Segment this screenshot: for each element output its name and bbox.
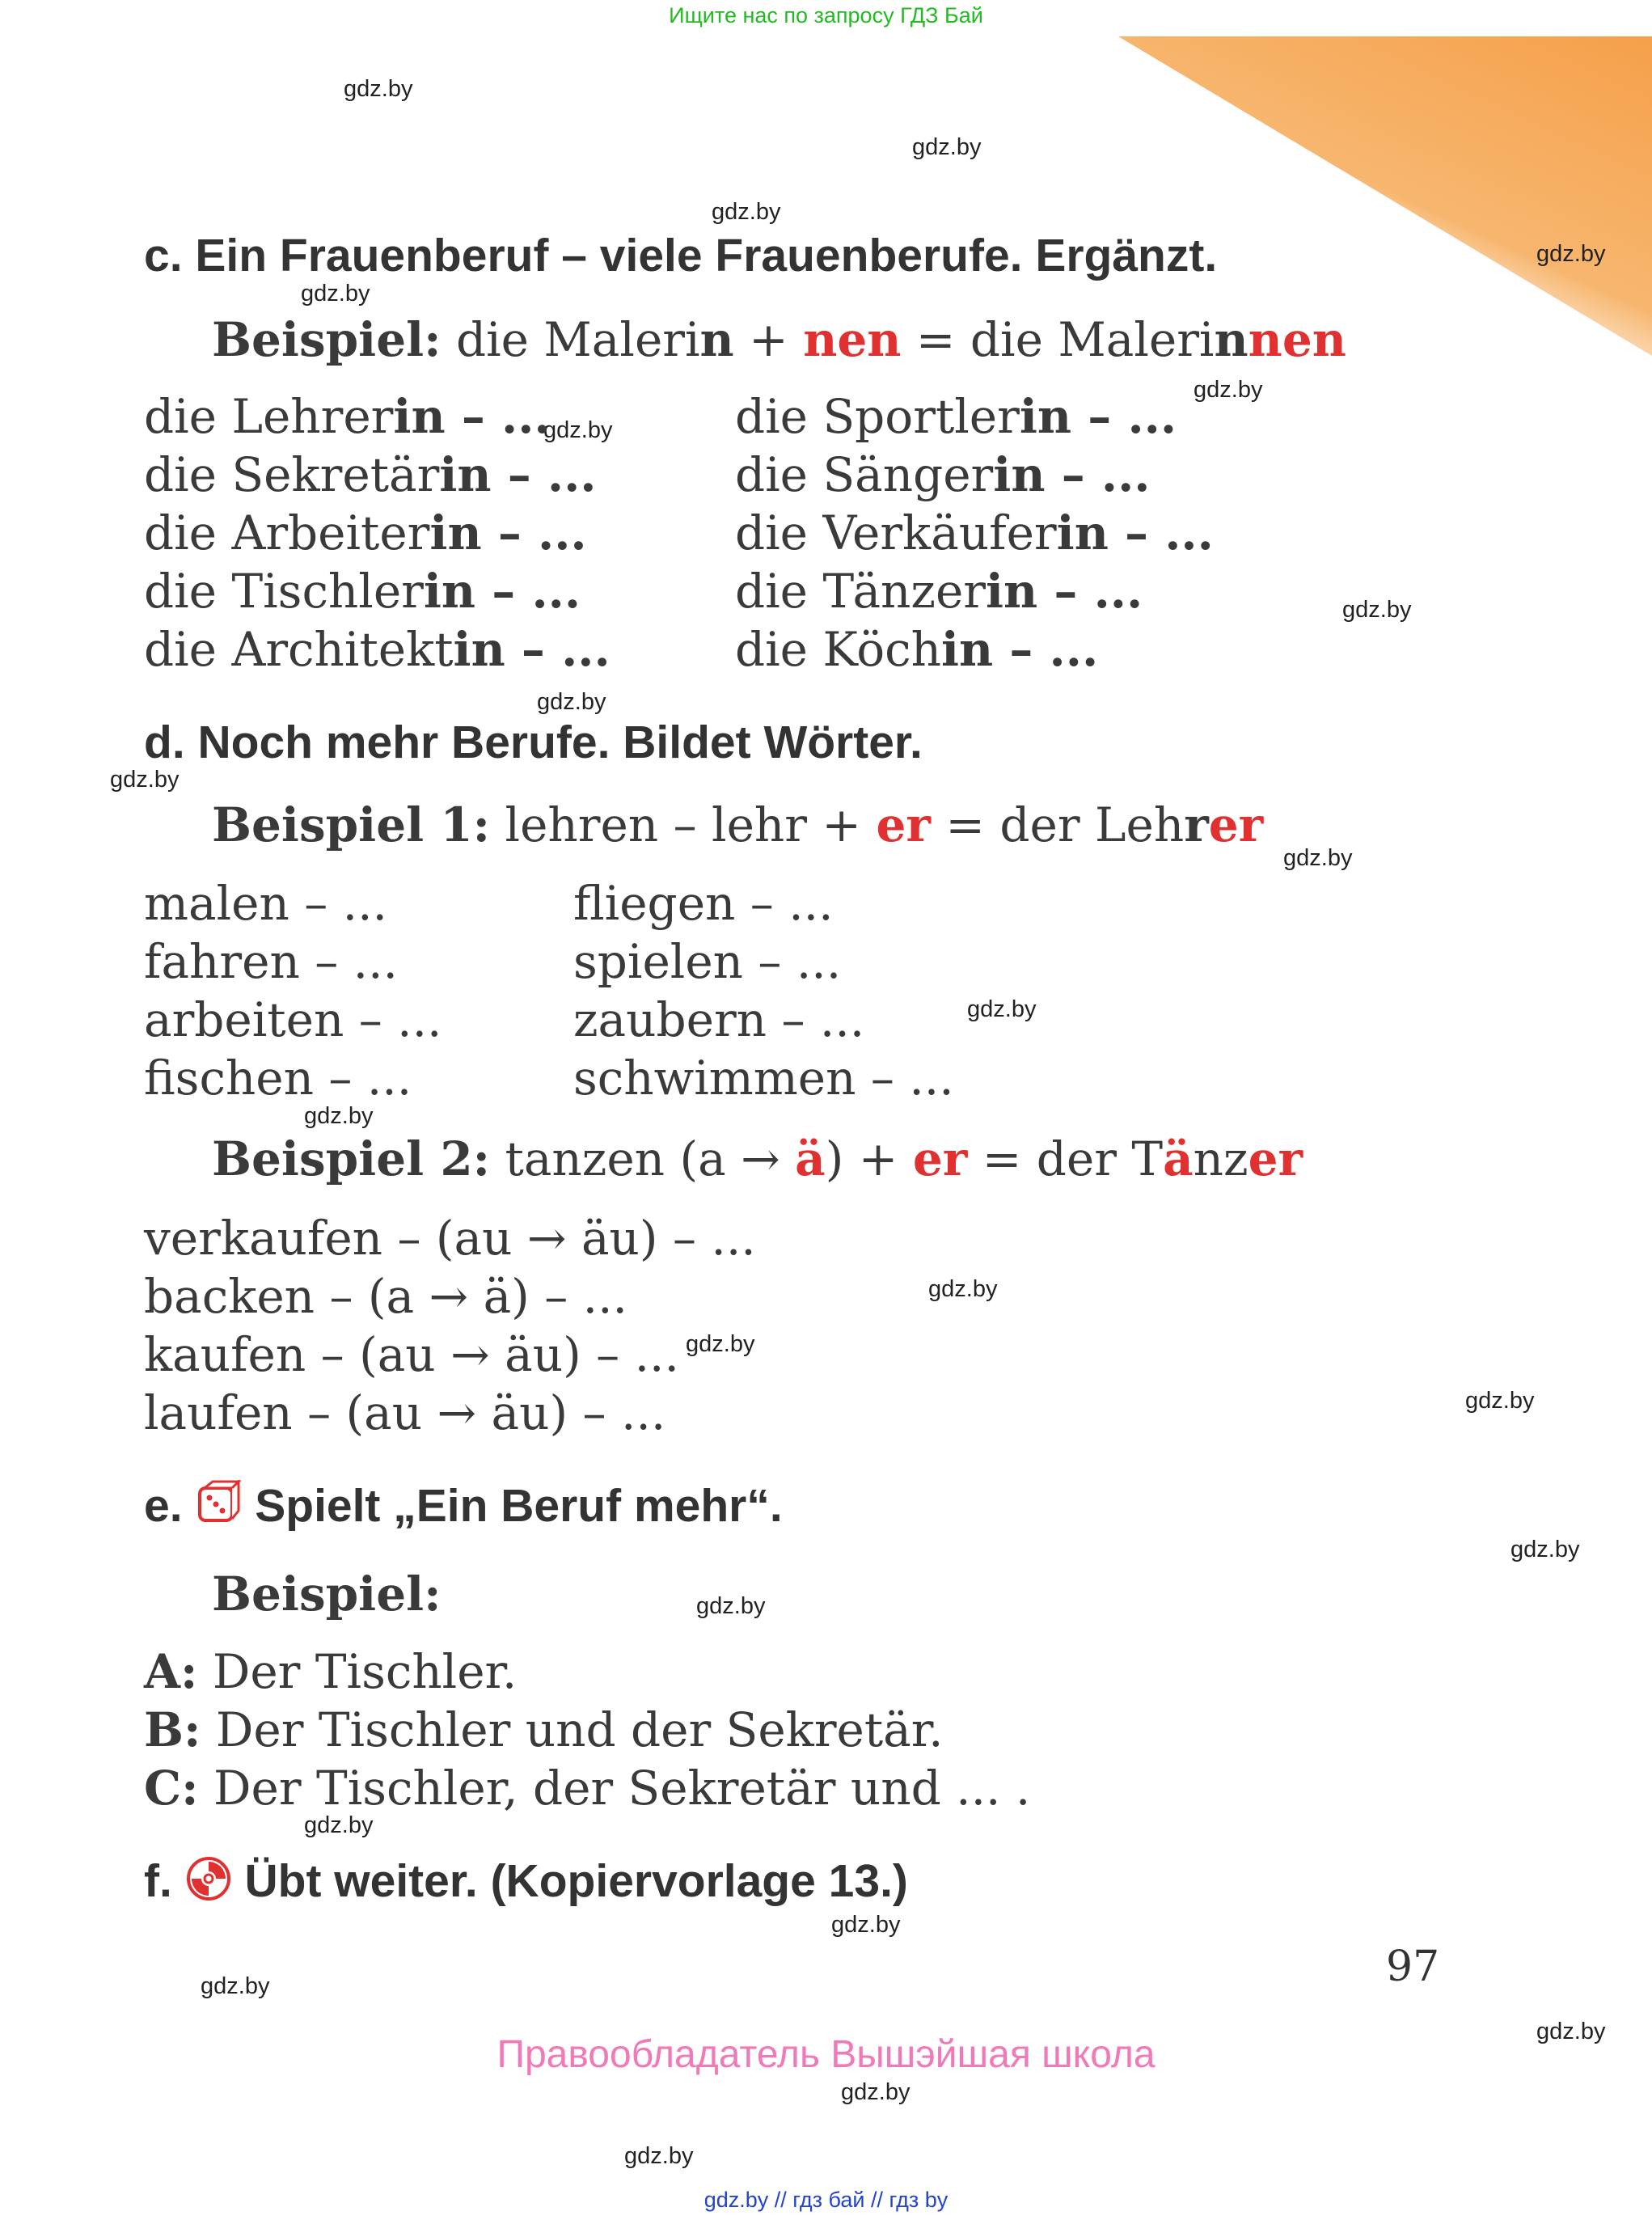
section-e-example-label: Beispiel: xyxy=(212,1567,442,1621)
watermark: gdz.by xyxy=(304,1103,374,1129)
dialog-line: B: Der Tischler und der Sekretär. xyxy=(144,1702,944,1757)
section-c-example: Beispiel: die Malerin + nen = die Malerinnen xyxy=(212,312,1346,367)
watermark: gdz.by xyxy=(831,1912,901,1938)
dialog-line: C: Der Tischler, der Sekretär und ... . xyxy=(144,1761,1031,1816)
watermark: gdz.by xyxy=(537,689,606,715)
watermark: gdz.by xyxy=(1510,1537,1580,1562)
orange-corner-decoration xyxy=(1086,0,1652,356)
watermark: gdz.by xyxy=(344,76,413,102)
list-item: arbeiten – ... xyxy=(144,992,442,1047)
dialog-line: A: Der Tischler. xyxy=(144,1644,518,1699)
list-item: die Architektin – ... xyxy=(144,622,611,677)
list-item: die Sportlerin – ... xyxy=(735,389,1177,444)
watermark: gdz.by xyxy=(928,1276,998,1302)
list-item: die Verkäuferin – ... xyxy=(735,505,1214,560)
watermark: gdz.by xyxy=(696,1593,766,1619)
list-item: fliegen – ... xyxy=(573,876,834,931)
watermark: gdz.by xyxy=(1342,597,1412,623)
watermark: gdz.by xyxy=(624,2143,694,2169)
watermark: gdz.by xyxy=(1536,241,1606,267)
list-item: die Arbeiterin – ... xyxy=(144,505,587,560)
list-item: spielen – ... xyxy=(573,934,842,989)
watermark: gdz.by xyxy=(686,1331,755,1357)
watermark: gdz.by xyxy=(301,281,370,307)
watermark: gdz.by xyxy=(912,134,982,160)
copyright-holder: Правообладатель Вышэйшая школа xyxy=(496,2033,1156,2076)
list-item: fischen – ... xyxy=(144,1051,412,1106)
watermark: gdz.by xyxy=(712,199,781,225)
list-item: die Sekretärin – ... xyxy=(144,447,597,502)
watermark: gdz.by xyxy=(1283,845,1353,871)
watermark: gdz.by xyxy=(1536,2019,1606,2044)
list-item: die Tischlerin – ... xyxy=(144,564,581,619)
section-d-example-1: Beispiel 1: lehren – lehr + er = der Lehrer xyxy=(212,797,1264,852)
watermark: gdz.by xyxy=(841,2079,911,2105)
section-d-example-2: Beispiel 2: tanzen (a → ä) + er = der Tänzer xyxy=(212,1131,1303,1186)
dice-icon xyxy=(195,1480,242,1538)
list-item: zaubern – ... xyxy=(573,992,865,1047)
section-e-title: e. Spielt „Ein Beruf mehr“. xyxy=(144,1479,783,1538)
page-number: 97 xyxy=(1386,1943,1440,1991)
list-item: laufen – (au → äu) – ... xyxy=(144,1385,666,1440)
list-item: die Lehrerin – ... xyxy=(144,389,551,444)
watermark: gdz.by xyxy=(543,417,613,443)
watermark: gdz.by xyxy=(1465,1388,1535,1414)
list-item: schwimmen – ... xyxy=(573,1051,954,1106)
list-item: die Sängerin – ... xyxy=(735,447,1151,502)
list-item: verkaufen – (au → äu) – ... xyxy=(144,1211,756,1266)
top-search-link[interactable]: Ищите нас по запросу ГДЗ Бай xyxy=(669,3,983,27)
watermark: gdz.by xyxy=(201,1973,270,1999)
section-f-title: f. Übt weiter. (Kopiervorlage 13.) xyxy=(144,1854,908,1913)
watermark: gdz.by xyxy=(967,996,1037,1022)
list-item: backen – (a → ä) – ... xyxy=(144,1269,627,1324)
watermark: gdz.by xyxy=(110,767,180,793)
section-d-title: d. Noch mehr Berufe. Bildet Wörter. xyxy=(144,717,923,768)
section-c-title: c. Ein Frauenberuf – viele Frauenberufe. Ergänzt. xyxy=(144,230,1218,281)
list-item: kaufen – (au → äu) – ... xyxy=(144,1327,679,1382)
watermark: gdz.by xyxy=(1194,377,1263,403)
list-item: die Köchin – ... xyxy=(735,622,1099,677)
list-item: malen – ... xyxy=(144,876,387,931)
cd-icon xyxy=(185,1855,232,1913)
watermark: gdz.by xyxy=(304,1812,374,1838)
list-item: fahren – ... xyxy=(144,934,398,989)
list-item: die Tänzerin – ... xyxy=(735,564,1143,619)
footer-links[interactable]: gdz.by // гдз бай // гдз by xyxy=(703,2188,949,2212)
